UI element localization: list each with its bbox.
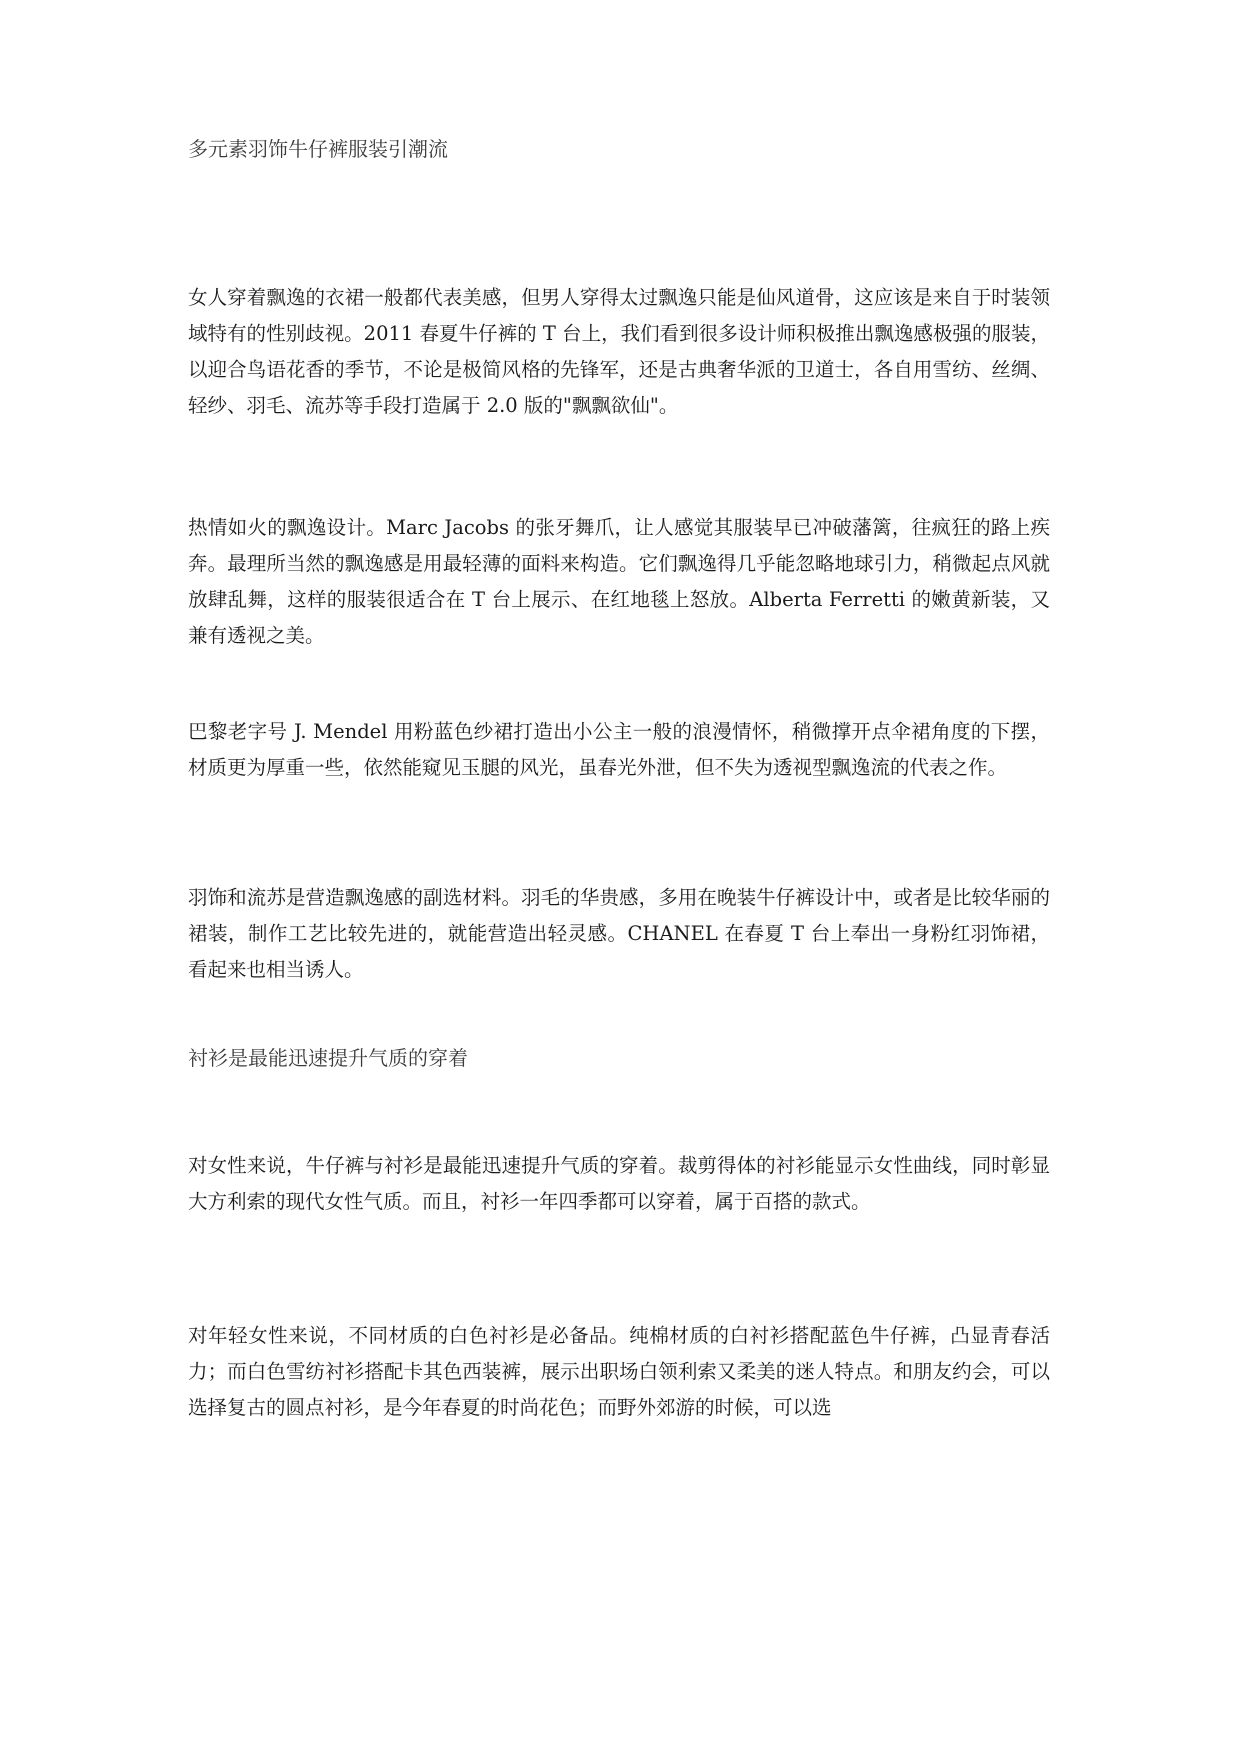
paragraph-intro: 女人穿着飘逸的衣裙一般都代表美感，但男人穿得太过飘逸只能是仙风道骨，这应该是来自于时装领域特有的性别歧视。2011 春夏牛仔裤的 T 台上，我们看到很多设计师积极推出飘逸感极强的服装，以迎合鸟语花香的季节，不论是极简风格的先锋军，还是古典奢华派的卫道士，各自用雪纺、丝绸、轻纱、羽毛、流苏等手段打造属于 2.0 版的"飘飘欲仙"。 <box>188 286 1050 417</box>
paragraph-shirts-women: 对女性来说，牛仔裤与衬衫是最能迅速提升气质的穿着。裁剪得体的衬衫能显示女性曲线，同时彰显大方利索的现代女性气质。而且，衬衫一年四季都可以穿着，属于百搭的款式。 <box>188 1154 1050 1213</box>
paragraph-passionate-design: 热情如火的飘逸设计。Marc Jacobs 的张牙舞爪，让人感觉其服装早已冲破藩篱，往疯狂的路上疾奔。最理所当然的飘逸感是用最轻薄的面料来构造。它们飘逸得几乎能忽略地球引力，稍微起点风就放肆乱舞，这样的服装很适合在 T 台上展示、在红地毯上怒放。Alberta Ferretti 的嫩黄新装，又兼有透视之美。 <box>188 516 1050 647</box>
paragraph-white-shirts: 对年轻女性来说，不同材质的白色衬衫是必备品。纯棉材质的白衬衫搭配蓝色牛仔裤，凸显青春活力；而白色雪纺衬衫搭配卡其色西装裤，展示出职场白领利索又柔美的迷人特点。和朋友约会，可以选择复古的圆点衬衫，是今年春夏的时尚花色；而野外郊游的时候，可以选 <box>188 1324 1050 1419</box>
paragraph-feathers-tassels: 羽饰和流苏是营造飘逸感的副选材料。羽毛的华贵感，多用在晚装牛仔裤设计中，或者是比较华丽的裙装，制作工艺比较先进的，就能营造出轻灵感。CHANEL 在春夏 T 台上奉出一身粉红羽饰裙，看起来也相当诱人。 <box>188 886 1050 981</box>
document-title: 多元素羽饰牛仔裤服装引潮流 <box>188 137 448 161</box>
section-subheading: 衬衫是最能迅速提升气质的穿着 <box>188 1046 468 1070</box>
paragraph-j-mendel: 巴黎老字号 J. Mendel 用粉蓝色纱裙打造出小公主一般的浪漫情怀，稍微撑开点伞裙角度的下摆，材质更为厚重一些，依然能窥见玉腿的风光，虽春光外泄，但不失为透视型飘逸流的代表之作。 <box>188 720 1050 779</box>
